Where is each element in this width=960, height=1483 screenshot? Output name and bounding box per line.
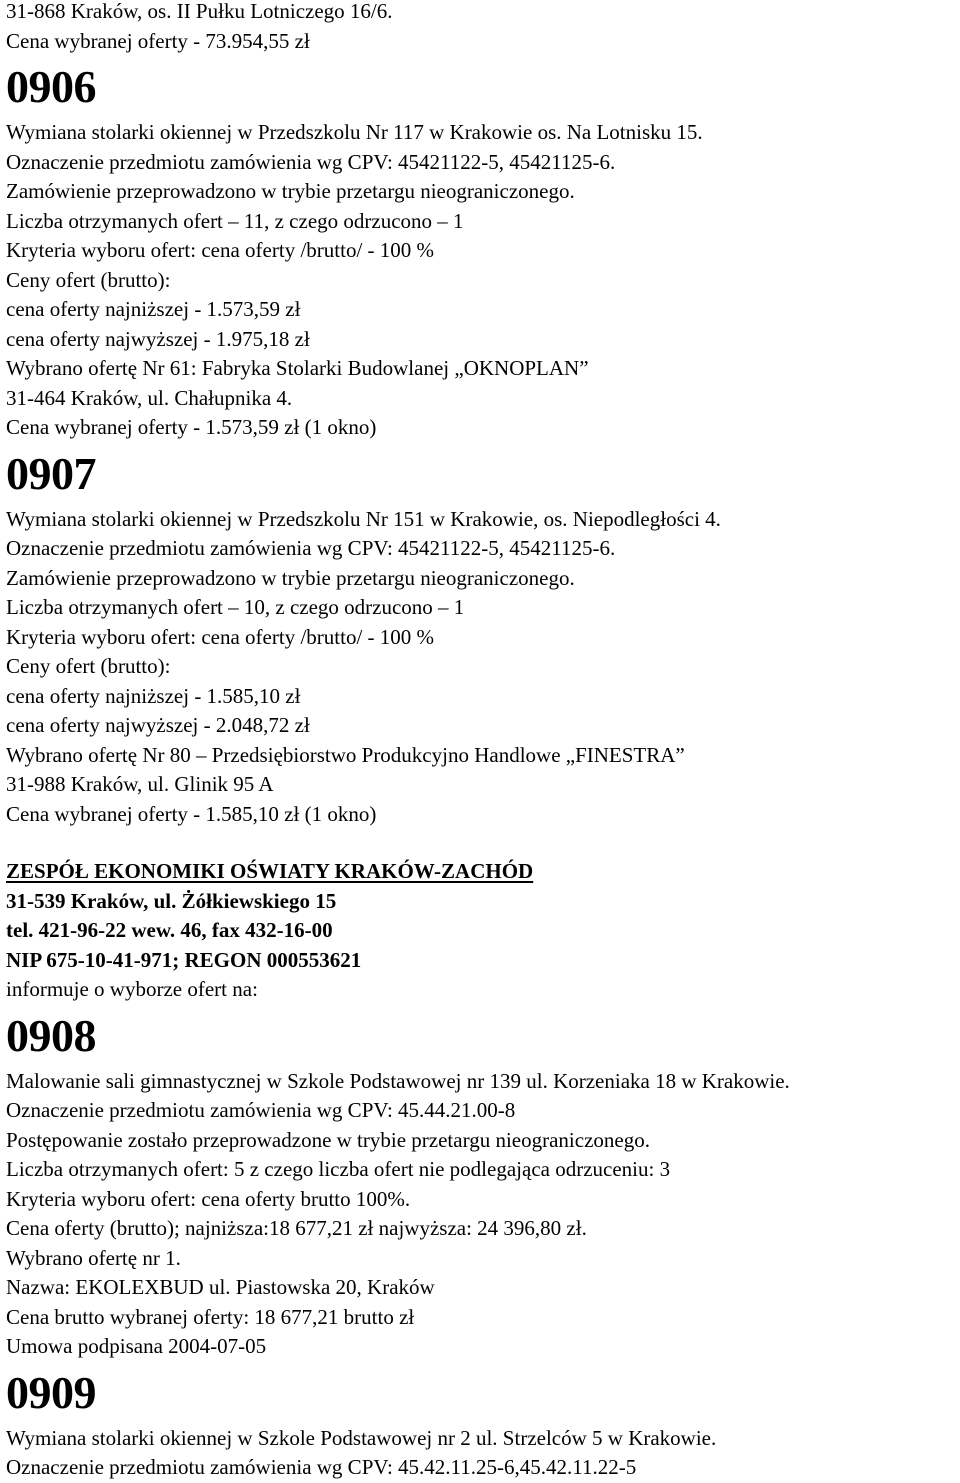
text-line: cena oferty najniższej - 1.585,10 zł — [6, 683, 301, 708]
text-line: Kryteria wyboru ofert: cena oferty brutto 100%. — [6, 1186, 411, 1211]
text-line: Ceny ofert (brutto): — [6, 654, 171, 678]
text-line: 31-464 Kraków, ul. Chałupnika 4. — [6, 385, 293, 410]
notice-number: 0908 — [6, 1009, 96, 1061]
text-line: Cena oferty (brutto); najniższa:18 677,21 zł najwyższa: 24 396,80 zł. — [6, 1216, 587, 1240]
institution-phone: tel. 421-96-22 wew. 46, fax 432-16-00 — [6, 918, 333, 942]
text-line: 31-868 Kraków, os. II Pułku Lotniczego 16/6. — [6, 0, 393, 23]
notice-number: 0907 — [6, 447, 96, 499]
text-line: Umowa podpisana 2004-07-05 — [6, 1334, 267, 1358]
text-line: cena oferty najwyższej - 2.048,72 zł — [6, 713, 310, 737]
institution-ids: NIP 675-10-41-971; REGON 000553621 — [6, 947, 362, 972]
text-line: Liczba otrzymanych ofert: 5 z czego liczba ofert nie podlegająca odrzuceniu: 3 — [6, 1157, 671, 1181]
text-line: Kryteria wyboru ofert: cena oferty /brutto/ - 100 % — [6, 624, 435, 649]
text-line: Wymiana stolarki okiennej w Przedszkolu Nr 151 w Krakowie, os. Niepodległości 4. — [6, 506, 721, 531]
text-line: Cena brutto wybranej oferty: 18 677,21 brutto zł — [6, 1304, 415, 1329]
text-line: cena oferty najwyższej - 1.975,18 zł — [6, 326, 310, 351]
text-line: Oznaczenie przedmiotu zamówienia wg CPV: 45421122-5, 45421125-6. — [6, 149, 616, 174]
text-line: Kryteria wyboru ofert: cena oferty /brutto/ - 100 % — [6, 238, 435, 262]
institution-address: 31-539 Kraków, ul. Żółkiewskiego 15 — [6, 888, 337, 913]
text-line: Wybrano ofertę Nr 80 – Przedsiębiorstwo Produkcyjno Handlowe „FINESTRA” — [6, 742, 685, 767]
text-line: Wybrano ofertę nr 1. — [6, 1245, 181, 1270]
text-line: cena oferty najniższej - 1.573,59 zł — [6, 297, 301, 321]
text-line: 31-988 Kraków, ul. Glinik 95 A — [6, 772, 274, 796]
notice-number: 0909 — [6, 1366, 96, 1418]
text-line: Liczba otrzymanych ofert – 10, z czego odrzucono – 1 — [6, 595, 465, 619]
text-line: Zamówienie przeprowadzono w trybie przetargu nieograniczonego. — [6, 565, 575, 590]
notice-number: 0906 — [6, 61, 96, 112]
institution-intro: informuje o wyborze ofert na: — [6, 977, 258, 1001]
text-line: Oznaczenie przedmiotu zamówienia wg CPV: 45.44.21.00-8 — [6, 1098, 516, 1122]
document-page — [6, 0, 956, 1483]
text-line: Malowanie sali gimnastycznej w Szkole Podstawowej nr 139 ul. Korzeniaka 18 w Krakowie. — [6, 1068, 790, 1093]
text-line: Cena wybranej oferty - 1.585,10 zł (1 okno) — [6, 801, 377, 826]
text-line: Oznaczenie przedmiotu zamówienia wg CPV: 45.42.11.25-6,45.42.11.22-5 — [6, 1455, 637, 1479]
text-line: Postępowanie zostało przeprowadzone w trybie przetargu nieograniczonego. — [6, 1127, 650, 1152]
text-line: Liczba otrzymanych ofert – 11, z czego odrzucono – 1 — [6, 208, 464, 233]
text-line: Oznaczenie przedmiotu zamówienia wg CPV: 45421122-5, 45421125-6. — [6, 536, 616, 560]
text-line: Cena wybranej oferty - 73.954,55 zł — [6, 28, 310, 53]
section-spacer — [6, 829, 956, 857]
text-line: Ceny ofert (brutto): — [6, 267, 171, 292]
text-line: Wymiana stolarki okiennej w Przedszkolu Nr 117 w Krakowie os. Na Lotnisku 15. — [6, 120, 703, 144]
text-line: Zamówienie przeprowadzono w trybie przetargu nieograniczonego. — [6, 179, 575, 203]
text-line: Wymiana stolarki okiennej w Szkole Podstawowej nr 2 ul. Strzelców 5 w Krakowie. — [6, 1425, 717, 1450]
institution-name: ZESPÓŁ EKONOMIKI OŚWIATY KRAKÓW-ZACHÓD — [6, 859, 534, 883]
text-line: Nazwa: EKOLEXBUD ul. Piastowska 20, Kraków — [6, 1275, 435, 1299]
text-line: Wybrano ofertę Nr 61: Fabryka Stolarki Budowlanej „OKNOPLAN” — [6, 356, 589, 380]
text-line: Cena wybranej oferty - 1.573,59 zł (1 okno) — [6, 415, 377, 439]
